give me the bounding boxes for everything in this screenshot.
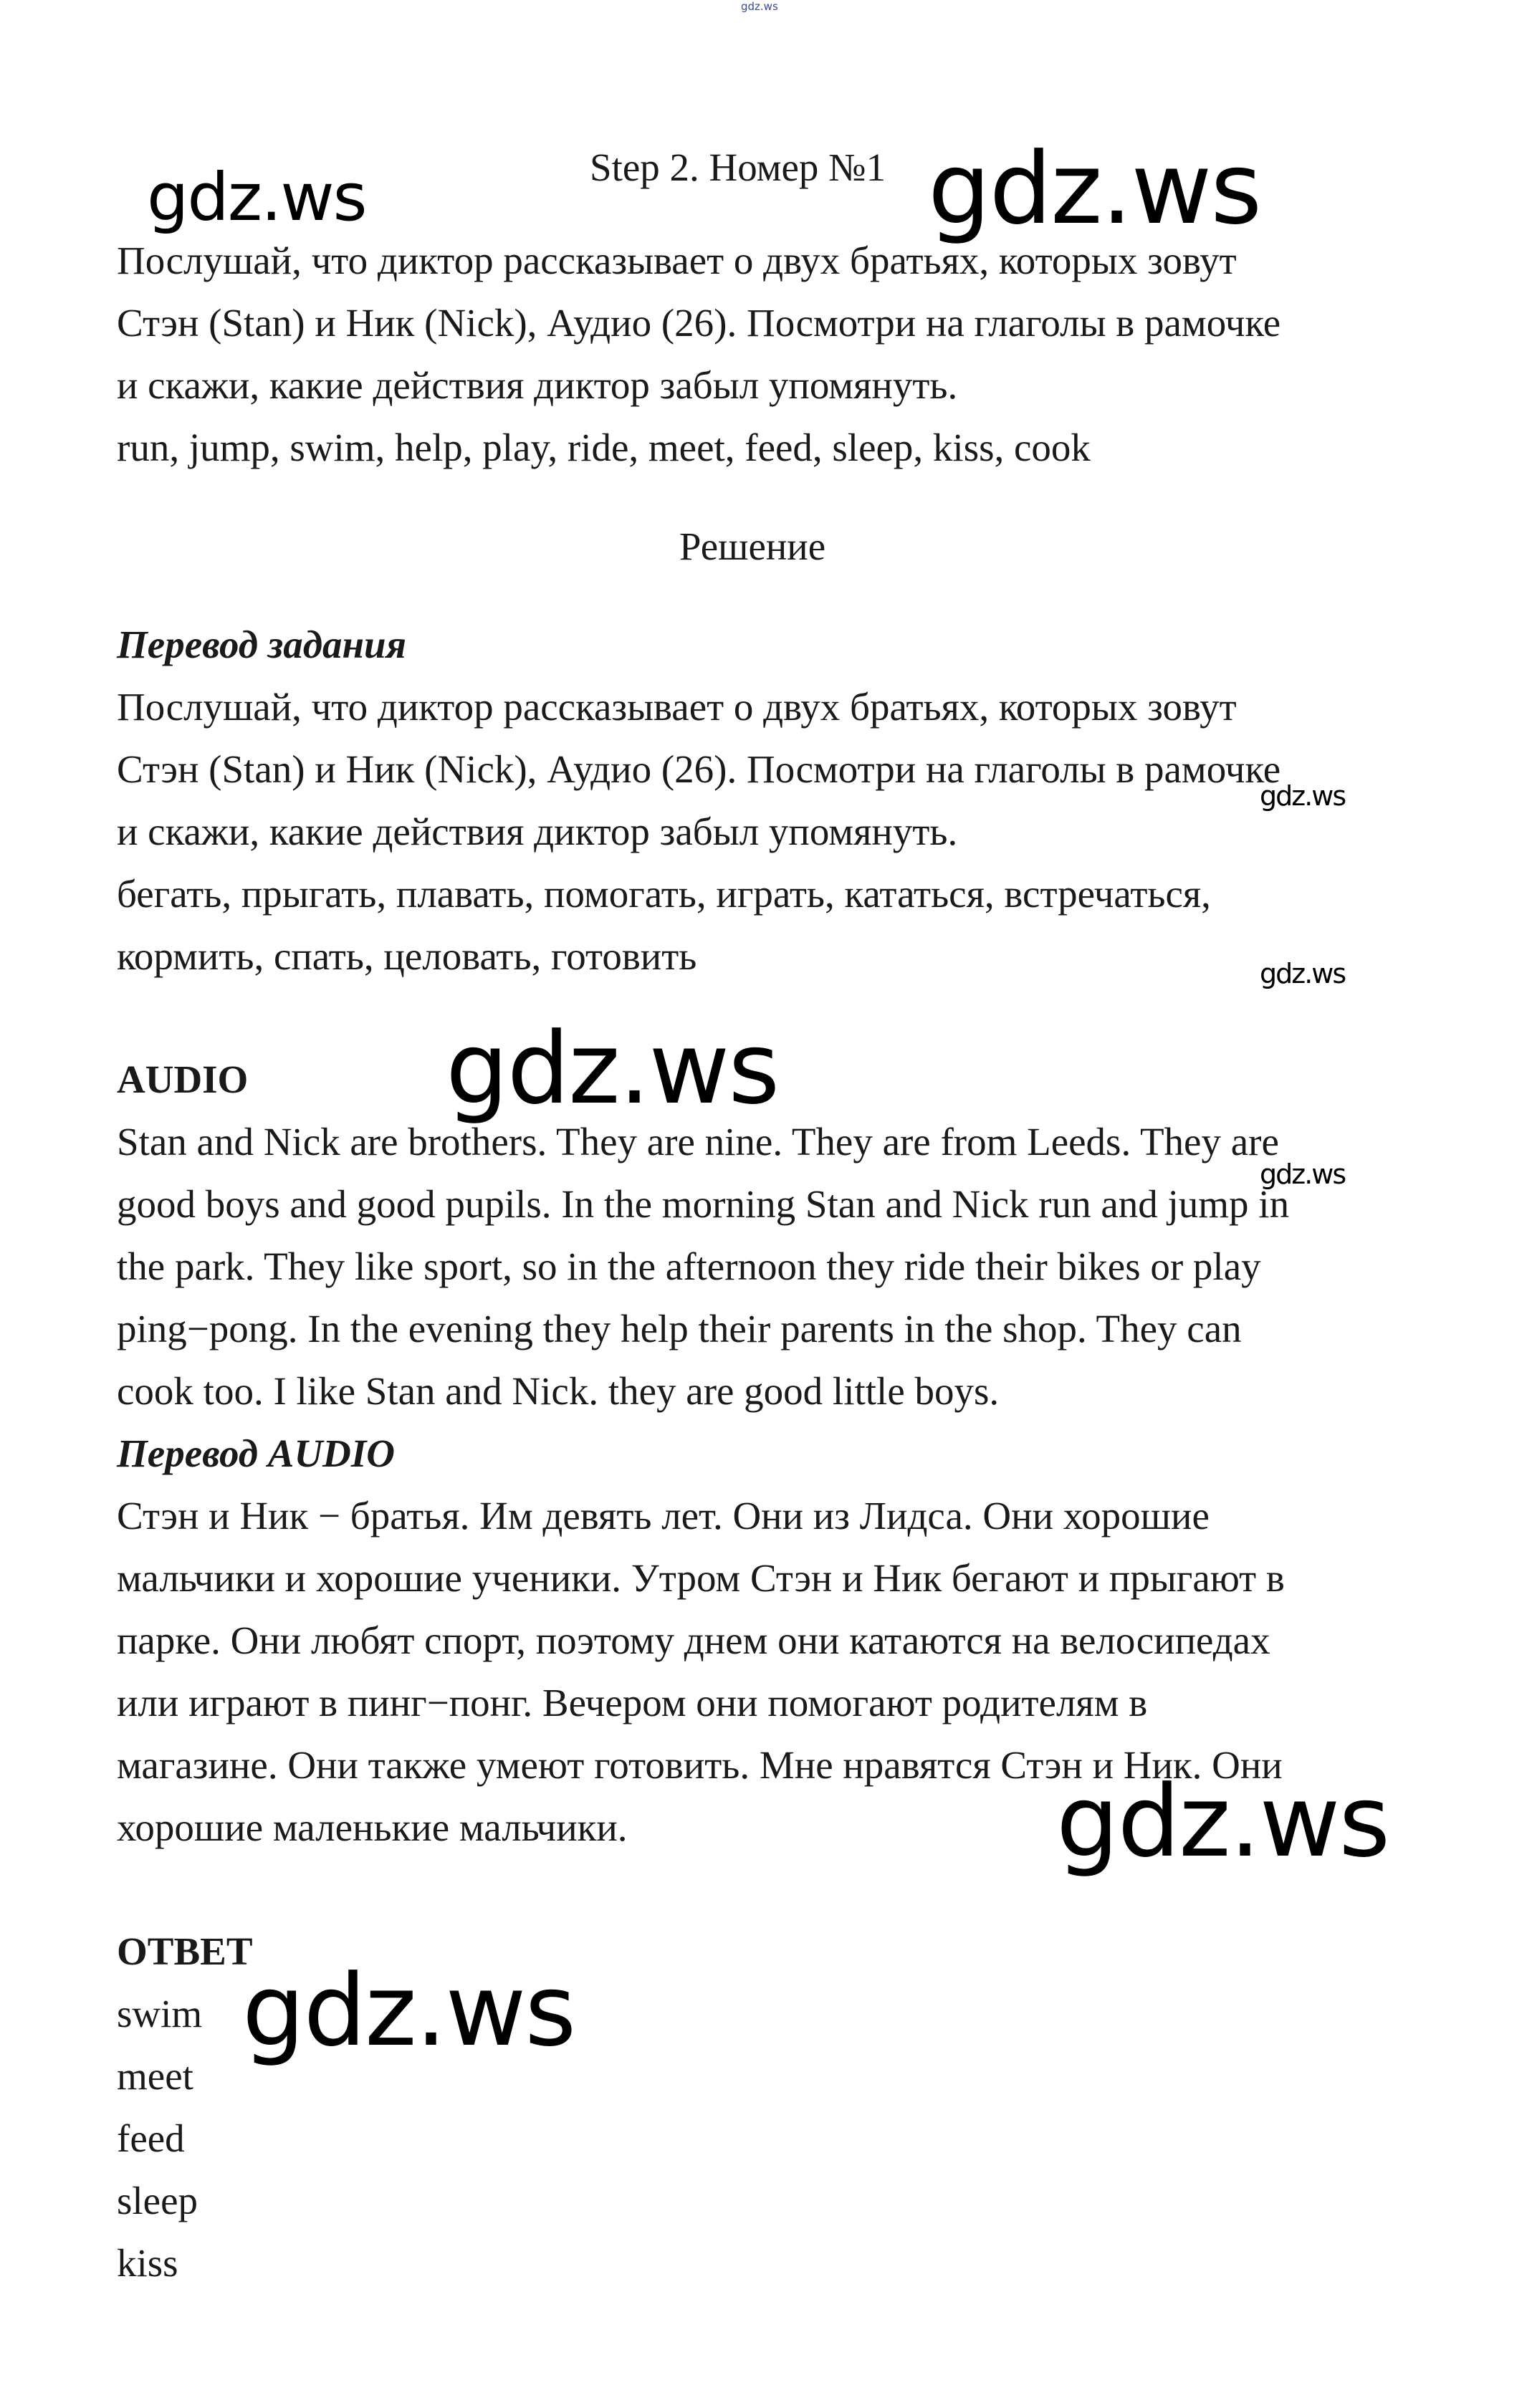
watermark: gdz.ws — [147, 159, 366, 236]
audio-translation-heading: Перевод AUDIO — [117, 1431, 396, 1475]
watermark: gdz.ws — [928, 131, 1261, 246]
watermark: gdz.ws — [1260, 958, 1346, 989]
translation-line: и скажи, какие действия диктор забыл упомянуть. — [117, 810, 958, 853]
audio-line: ping−pong. In the evening they help their parents in the shop. They can — [117, 1307, 1242, 1351]
audio-line: cook too. I like Stan and Nick. they are good little boys. — [117, 1369, 1000, 1413]
watermark: gdz.ws — [1260, 780, 1346, 812]
page-title: Step 2. Номер №1 — [590, 145, 886, 189]
answer-heading: ОТВЕТ — [117, 1929, 253, 1973]
translation-line: Послушай, что диктор рассказывает о двух братьях, которых зовут — [117, 685, 1237, 729]
audio-translation-line: мальчики и хорошие ученики. Утром Стэн и Ник бегают и прыгают в — [117, 1556, 1285, 1600]
task-line: Послушай, что диктор рассказывает о двух братьях, которых зовут — [117, 239, 1237, 282]
audio-translation-line: магазине. Они также умеют готовить. Мне нравятся Стэн и Ник. Они — [117, 1743, 1283, 1787]
audio-translation-line: или играют в пинг−понг. Вечером они помогают родителям в — [117, 1681, 1148, 1725]
task-line: Стэн (Stan) и Ник (Nick), Аудио (26). Посмотри на глаголы в рамочке — [117, 301, 1281, 345]
audio-translation-line: Стэн и Ник − братья. Им девять лет. Они из Лидса. Они хорошие — [117, 1494, 1210, 1538]
task-verbs: run, jump, swim, help, play, ride, meet, feed, sleep, kiss, cook — [117, 426, 1091, 469]
audio-line: Stan and Nick are brothers. They are nine. They are from Leeds. They are — [117, 1120, 1279, 1164]
audio-line: good boys and good pupils. In the morning Stan and Nick run and jump in — [117, 1182, 1290, 1226]
watermark-top-tiny: gdz.ws — [741, 0, 778, 13]
answer-item: feed — [117, 2116, 185, 2160]
audio-translation-line: хорошие маленькие мальчики. — [117, 1805, 628, 1849]
solution-heading: Решение — [679, 524, 826, 568]
watermark: gdz.ws — [446, 1011, 779, 1126]
audio-line: the park. They like sport, so in the afternoon they ride their bikes or play — [117, 1244, 1261, 1288]
answer-item: meet — [117, 2054, 193, 2098]
task-line: и скажи, какие действия диктор забыл упомянуть. — [117, 363, 958, 407]
audio-translation-line: парке. Они любят спорт, поэтому днем они катаются на велосипедах — [117, 1618, 1270, 1662]
translation-line: бегать, прыгать, плавать, помогать, играть, кататься, встречаться, — [117, 872, 1211, 916]
audio-heading: AUDIO — [117, 1057, 249, 1101]
watermark: gdz.ws — [1260, 1159, 1346, 1190]
translation-heading: Перевод задания — [117, 623, 406, 666]
answer-item: sleep — [117, 2179, 198, 2222]
watermark: gdz.ws — [1056, 1764, 1389, 1879]
translation-line: Стэн (Stan) и Ник (Nick), Аудио (26). Посмотри на глаголы в рамочке — [117, 747, 1281, 791]
watermark: gdz.ws — [242, 1953, 575, 2068]
answer-item: swim — [117, 1992, 203, 2035]
translation-line: кормить, спать, целовать, готовить — [117, 934, 697, 978]
answer-item: kiss — [117, 2241, 178, 2285]
